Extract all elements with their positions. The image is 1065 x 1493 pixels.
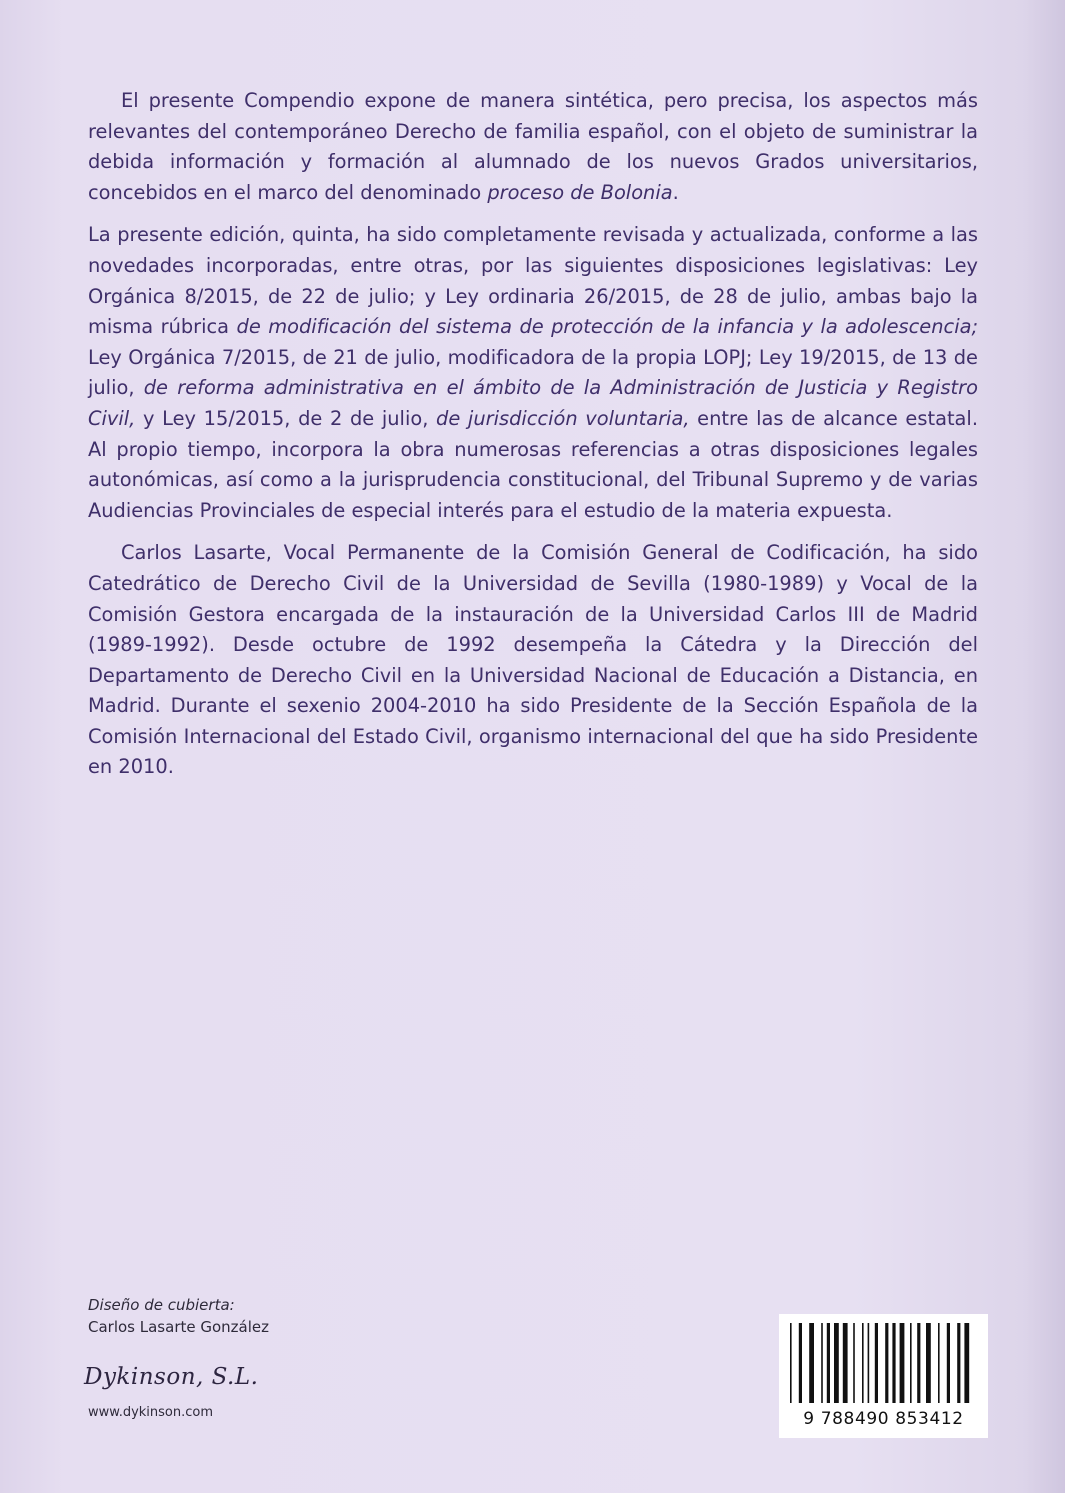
paragraph-1 [88, 86, 978, 208]
italic-segment: de reforma administrativa en el ámbito de la Administración de Justicia y Registro Civil, [88, 376, 978, 430]
italic-segment: de modificación del sistema de protección de la infancia y la adolescencia; [236, 315, 978, 339]
italic-segment: de jurisdicción voluntaria, [436, 406, 690, 430]
text-segment: La presente edición, quinta, ha sido completamente revisada y actualizada, conforme a las novedades incorporadas, entre otras, por las siguientes disposiciones legislativas: Ley Orgánica 8/2015, de 22 de julio; y Ley ordinaria 26/2015, de 28 de julio, ambas bajo la misma rúbrica [88, 223, 978, 339]
text-segment: entre las de alcance estatal. Al propio tiempo, incorpora la obra numerosas referencias a otras disposiciones legales autonómicas, así como a la jurisprudencia constitucional, del Tribunal Supremo y de varias Audiencias Provinciales de especial interés para el estudio de la materia expuesta. [88, 406, 978, 522]
paragraph-3 [88, 538, 978, 783]
text-segment: El presente Compendio expone de manera sintética, pero precisa, los aspectos más relevantes del contemporáneo Derecho de familia español, con el objeto de suministrar la debida información y formación al alumnado de los nuevos Grados universitarios, concebidos en el marco del denominado [88, 89, 978, 204]
text-segment: Carlos Lasarte, Vocal Permanente de la Comisión General de Codificación, ha sido Catedrático de Derecho Civil de la Universidad de Sevilla (1980-1989) y Vocal de la Comisión Gestora encargada de la instauración de la Universidad Carlos III de Madrid (1989-1992). Desde octubre de 1992 desempeña la Cátedra y la Dirección del Departamento de Derecho Civil en la Universidad Nacional de Educación a Distancia, en Madrid. Durante el sexenio 2004-2010 ha sido Presidente de la Sección Española de la Comisión Internacional del Estado Civil, organismo internacional del que ha sido Presidente en 2010. [88, 541, 978, 779]
paragraph-2 [88, 220, 978, 526]
cover-design-label: Diseño de cubierta: [88, 1296, 235, 1314]
publisher-logo: Dykinson, S.L. [84, 1364, 259, 1390]
text-segment: y Ley 15/2015, de 2 de julio, [135, 406, 437, 430]
barcode-bars-icon [786, 1323, 981, 1407]
italic-segment: proceso de Bolonia [487, 180, 673, 204]
text-segment: Ley Orgánica 7/2015, de 21 de julio, modificadora de la propia LOPJ; Ley 19/2015, de 13 de julio, [88, 345, 978, 400]
isbn-barcode [779, 1314, 988, 1438]
cover-designer-name: Carlos Lasarte González [88, 1318, 270, 1336]
isbn-number: 9 788490 853412 [803, 1409, 964, 1429]
text-segment: . [672, 180, 679, 204]
synopsis-text [88, 86, 978, 795]
publisher-website: www.dykinson.com [88, 1405, 214, 1420]
cover-design-credits [88, 1294, 448, 1338]
